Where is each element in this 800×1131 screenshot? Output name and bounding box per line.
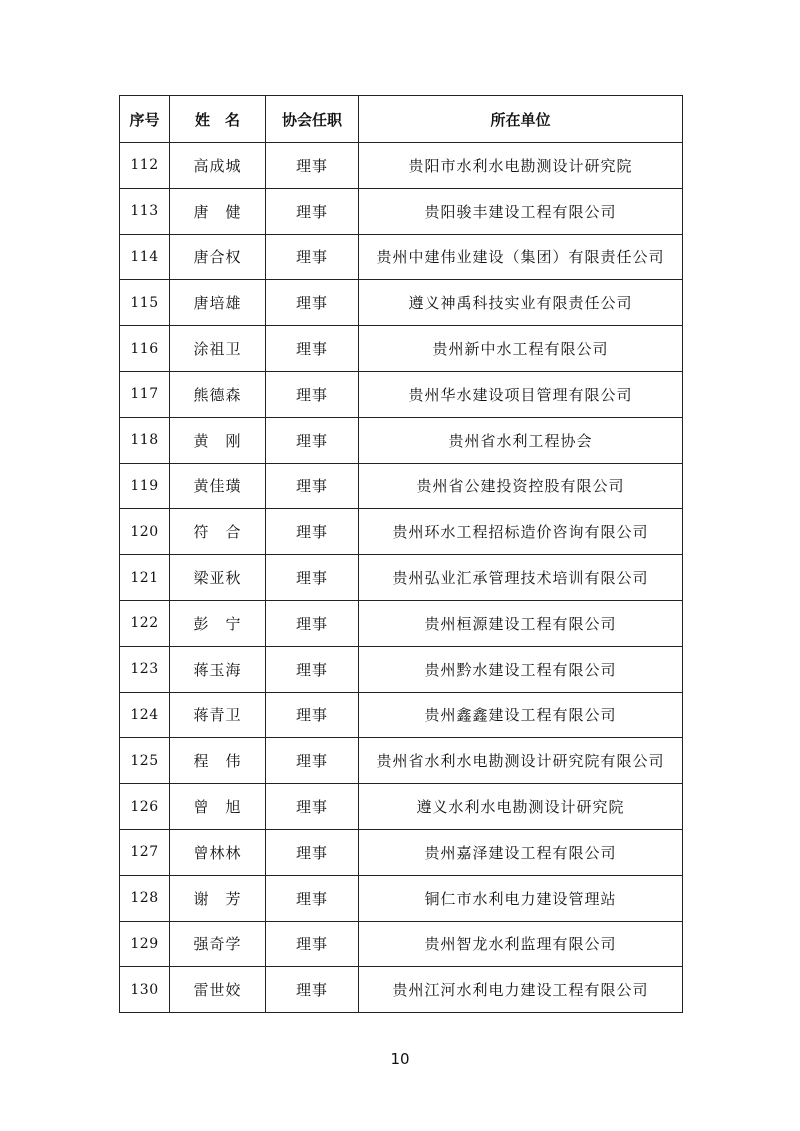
table-row	[120, 371, 683, 417]
row-index: 115	[120, 280, 170, 326]
row-index: 125	[120, 738, 170, 784]
table-row	[120, 646, 683, 692]
row-role: 理事	[266, 692, 359, 738]
row-index: 114	[120, 234, 170, 280]
row-organization: 贵州华水建设项目管理有限公司	[359, 371, 683, 417]
table-row	[120, 463, 683, 509]
table-row	[120, 875, 683, 921]
row-index: 112	[120, 143, 170, 189]
page-number: 10	[390, 1050, 410, 1068]
row-index: 126	[120, 784, 170, 830]
row-name: 曾 旭	[170, 784, 266, 830]
header-name: 姓 名	[170, 96, 266, 143]
table-row	[120, 692, 683, 738]
row-name: 唐合权	[170, 234, 266, 280]
header-organization: 所在单位	[359, 96, 683, 143]
row-name: 程 伟	[170, 738, 266, 784]
header-role: 协会任职	[266, 96, 359, 143]
row-role: 理事	[266, 555, 359, 601]
row-organization: 贵州桓源建设工程有限公司	[359, 600, 683, 646]
row-organization: 贵州弘业汇承管理技术培训有限公司	[359, 555, 683, 601]
row-organization: 遵义神禹科技实业有限责任公司	[359, 280, 683, 326]
row-organization: 贵州新中水工程有限公司	[359, 326, 683, 372]
row-name: 蒋青卫	[170, 692, 266, 738]
row-organization: 贵州省水利工程协会	[359, 417, 683, 463]
row-name: 蒋玉海	[170, 646, 266, 692]
table-row	[120, 234, 683, 280]
row-organization: 贵州中建伟业建设（集团）有限责任公司	[359, 234, 683, 280]
row-index: 120	[120, 509, 170, 555]
row-name: 彭 宁	[170, 600, 266, 646]
row-role: 理事	[266, 646, 359, 692]
row-index: 128	[120, 875, 170, 921]
row-organization: 贵州江河水利电力建设工程有限公司	[359, 967, 683, 1013]
table-row	[120, 417, 683, 463]
row-role: 理事	[266, 921, 359, 967]
row-name: 梁亚秋	[170, 555, 266, 601]
row-index: 119	[120, 463, 170, 509]
row-role: 理事	[266, 234, 359, 280]
row-organization: 贵州鑫鑫建设工程有限公司	[359, 692, 683, 738]
row-role: 理事	[266, 143, 359, 189]
row-organization: 贵州智龙水利监理有限公司	[359, 921, 683, 967]
row-role: 理事	[266, 371, 359, 417]
row-index: 123	[120, 646, 170, 692]
row-index: 124	[120, 692, 170, 738]
table-row	[120, 188, 683, 234]
row-name: 熊德森	[170, 371, 266, 417]
row-organization: 贵阳骏丰建设工程有限公司	[359, 188, 683, 234]
row-role: 理事	[266, 463, 359, 509]
row-organization: 贵州嘉泽建设工程有限公司	[359, 829, 683, 875]
row-organization: 贵阳市水利水电勘测设计研究院	[359, 143, 683, 189]
table-header-row	[120, 96, 683, 143]
table-row	[120, 280, 683, 326]
row-name: 涂祖卫	[170, 326, 266, 372]
row-name: 强奇学	[170, 921, 266, 967]
row-index: 116	[120, 326, 170, 372]
row-name: 雷世姣	[170, 967, 266, 1013]
row-role: 理事	[266, 326, 359, 372]
row-name: 唐培雄	[170, 280, 266, 326]
table-row	[120, 143, 683, 189]
row-index: 130	[120, 967, 170, 1013]
row-role: 理事	[266, 509, 359, 555]
row-index: 117	[120, 371, 170, 417]
member-table	[119, 95, 683, 1013]
table-row	[120, 509, 683, 555]
table-row	[120, 829, 683, 875]
row-role: 理事	[266, 738, 359, 784]
row-role: 理事	[266, 600, 359, 646]
row-role: 理事	[266, 829, 359, 875]
row-organization: 铜仁市水利电力建设管理站	[359, 875, 683, 921]
row-role: 理事	[266, 967, 359, 1013]
table-row	[120, 921, 683, 967]
row-name: 曾林林	[170, 829, 266, 875]
row-index: 118	[120, 417, 170, 463]
row-role: 理事	[266, 417, 359, 463]
table-row	[120, 326, 683, 372]
row-index: 127	[120, 829, 170, 875]
row-organization: 贵州省公建投资控股有限公司	[359, 463, 683, 509]
header-index: 序号	[120, 96, 170, 143]
row-organization: 贵州黔水建设工程有限公司	[359, 646, 683, 692]
row-name: 黄 刚	[170, 417, 266, 463]
row-index: 122	[120, 600, 170, 646]
row-name: 谢 芳	[170, 875, 266, 921]
row-name: 唐 健	[170, 188, 266, 234]
member-table-container	[119, 95, 682, 1013]
row-role: 理事	[266, 280, 359, 326]
row-index: 113	[120, 188, 170, 234]
table-row	[120, 555, 683, 601]
row-index: 129	[120, 921, 170, 967]
row-role: 理事	[266, 875, 359, 921]
row-role: 理事	[266, 188, 359, 234]
row-role: 理事	[266, 784, 359, 830]
row-name: 符 合	[170, 509, 266, 555]
table-row	[120, 738, 683, 784]
row-organization: 贵州环水工程招标造价咨询有限公司	[359, 509, 683, 555]
row-index: 121	[120, 555, 170, 601]
row-organization: 贵州省水利水电勘测设计研究院有限公司	[359, 738, 683, 784]
table-row	[120, 967, 683, 1013]
table-row	[120, 600, 683, 646]
row-name: 高成城	[170, 143, 266, 189]
row-organization: 遵义水利水电勘测设计研究院	[359, 784, 683, 830]
row-name: 黄佳璜	[170, 463, 266, 509]
table-row	[120, 784, 683, 830]
